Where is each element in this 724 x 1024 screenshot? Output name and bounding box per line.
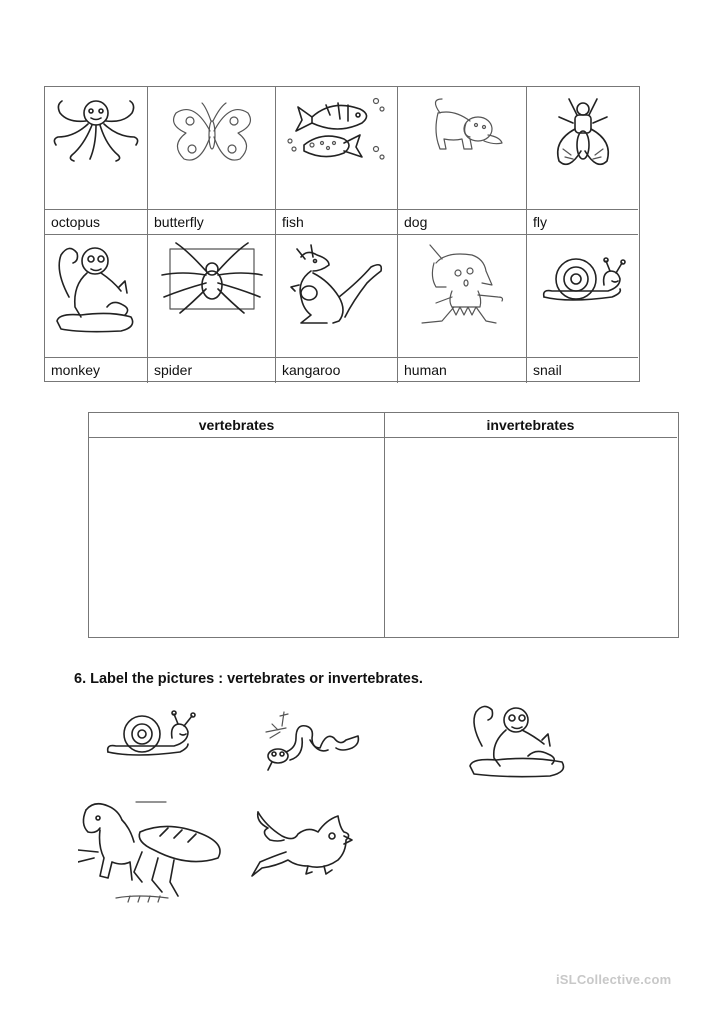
octopus-icon bbox=[48, 93, 144, 165]
grid-label-spider: spider bbox=[148, 358, 276, 383]
grid-label-snail: snail bbox=[533, 362, 562, 378]
grid-label-human: human bbox=[398, 358, 527, 383]
grid-image-cell-snail bbox=[527, 235, 638, 358]
grid-label-dog: dog bbox=[398, 210, 527, 235]
human-icon bbox=[412, 241, 512, 331]
grid-image-cell-octopus bbox=[45, 87, 148, 210]
animal-picture-grid bbox=[44, 86, 640, 382]
invertebrates-answer-area[interactable] bbox=[385, 438, 678, 637]
grid-image-cell-dog bbox=[398, 87, 527, 210]
grid-label-fly: fly bbox=[527, 210, 638, 235]
fly-icon bbox=[543, 93, 623, 177]
bird-icon bbox=[248, 806, 358, 882]
grid-image-cell-fly bbox=[527, 87, 638, 210]
grid-label-butterfly: butterfly bbox=[148, 210, 276, 235]
vertebrates-answer-area[interactable] bbox=[89, 438, 384, 637]
header-vertebrates: vertebrates bbox=[89, 413, 384, 438]
grid-image-cell-kangaroo bbox=[276, 235, 398, 358]
monkey-icon bbox=[51, 241, 141, 337]
snake-icon bbox=[262, 708, 362, 772]
grid-image-cell-human bbox=[398, 235, 527, 358]
header-invertebrates: invertebrates bbox=[384, 413, 677, 438]
snail-icon bbox=[104, 708, 200, 760]
grid-label-kangaroo: kangaroo bbox=[276, 358, 398, 383]
grid-image-cell-butterfly bbox=[148, 87, 276, 210]
grid-label-fish: fish bbox=[276, 210, 398, 235]
snail-icon bbox=[538, 241, 628, 321]
fish-icon bbox=[282, 93, 392, 173]
grid-image-cell-fish bbox=[276, 87, 398, 210]
grid-image-cell-monkey bbox=[45, 235, 148, 358]
kangaroo-icon bbox=[287, 241, 387, 331]
spider-icon bbox=[158, 241, 266, 321]
monkey-icon bbox=[466, 702, 570, 780]
butterfly-icon bbox=[164, 93, 260, 169]
grid-label-monkey: monkey bbox=[45, 358, 148, 383]
exercise-instruction: 6. Label the pictures : vertebrates or invertebrates. bbox=[74, 671, 423, 687]
site-watermark: iSLCollective.com bbox=[556, 972, 672, 987]
grid-image-cell-spider bbox=[148, 235, 276, 358]
horse-grasshopper-icon bbox=[78, 796, 238, 906]
vertebrate-sorting-table bbox=[88, 412, 679, 638]
grid-label-octopus: octopus bbox=[45, 210, 148, 235]
dog-icon bbox=[414, 93, 510, 163]
